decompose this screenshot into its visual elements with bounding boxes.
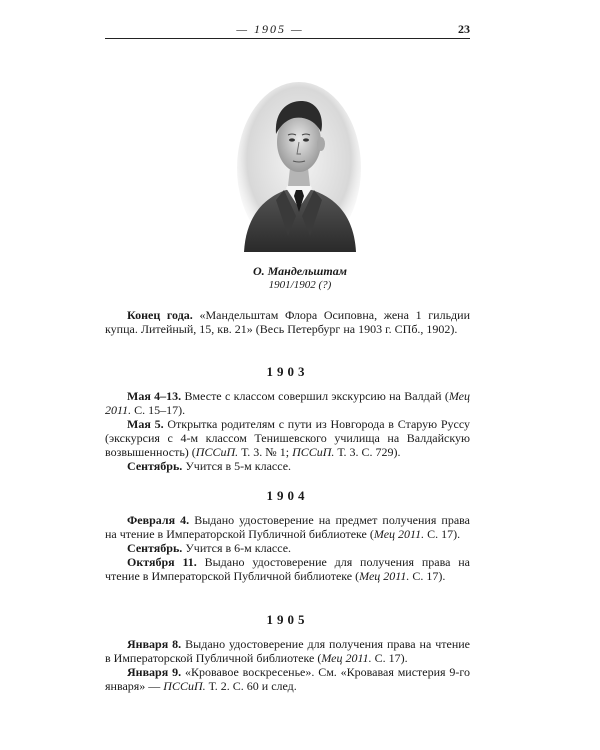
entry — [105, 637, 470, 665]
entry-text: Открытка родителям с пути из Новгорода в Старую Руссу (экскурсия с 4-м классом Тенишевского училища на Валдайскую возвышенность) ( — [105, 417, 470, 459]
entry-label: Февраля 4. — [127, 513, 190, 527]
entry-source: Мец 2011. — [373, 527, 425, 541]
entry-source: ПССиП. — [292, 445, 335, 459]
portrait-photo — [236, 76, 362, 252]
entry-text: Выдано удостоверение для получения права на чтение в Императорской Публичной библиотеке ( — [105, 555, 470, 583]
entry-text: Выдано удостоверение на предмет получения права на чтение в Императорской Публичной библиотеке ( — [105, 513, 470, 541]
entry-text: Учится в 5-м классе. — [185, 459, 292, 473]
entry-text: Учится в 6-м классе. — [185, 541, 292, 555]
entry-tail: С. 17). — [409, 569, 446, 583]
year-heading-1905: 1905 — [266, 612, 309, 627]
entry-label: Сентябрь. — [127, 541, 183, 555]
entry-tail: С. 15–17). — [131, 403, 186, 417]
page-number: 23 — [458, 22, 470, 36]
entry-label: Мая 4–13. — [127, 389, 182, 403]
entry-text: «Кровавое воскресенье». См. «Кровавая мистерия 9-го января» — — [105, 665, 471, 693]
figure-caption-name: О. Мандельштам — [252, 264, 347, 278]
section-1904 — [105, 513, 470, 583]
figure-caption-date: 1901/1902 (?) — [268, 279, 332, 291]
entry-end-of-year — [105, 308, 470, 336]
entry-label: Января 8. — [127, 637, 182, 651]
entry-label: Января 9. — [127, 665, 182, 679]
entry — [105, 459, 470, 473]
entry-label: Октября 11. — [127, 555, 197, 569]
entry-source: ПССиП. — [195, 445, 239, 459]
entry-label: Сентябрь. — [127, 459, 183, 473]
entry-source: Мец 2011. — [359, 569, 410, 583]
running-header — [105, 22, 470, 38]
section-1905 — [105, 637, 470, 693]
entry — [105, 665, 470, 693]
entry-label: Конец года. — [127, 308, 193, 322]
entry-tail: Т. 3. С. 729). — [334, 445, 401, 459]
running-title: — 1905 — — [236, 22, 304, 36]
year-heading-1903: 1903 — [266, 364, 309, 379]
entry-source: ПССиП. — [163, 679, 206, 693]
entry-tail: С. 17). — [371, 651, 408, 665]
entry-text: Вместе с классом совершил экскурсию на Валдай ( — [184, 389, 449, 403]
entry — [105, 555, 470, 583]
year-heading-1904: 1904 — [266, 488, 309, 503]
entry-label: Мая 5. — [127, 417, 164, 431]
entry-tail: Т. 2. С. 60 и след. — [205, 679, 297, 693]
entry-source: Мец 2011. — [105, 389, 470, 417]
entry-tail: Т. 3. № 1; — [238, 445, 293, 459]
section-1903 — [105, 389, 470, 473]
entry — [105, 513, 470, 541]
entry — [105, 417, 470, 459]
entry-tail: С. 17). — [424, 527, 461, 541]
entry-text: «Мандельштам Флора Осиповна, жена 1 гильдии купца. Литейный, 15, кв. 21» (Весь Петербург на 1903 г. СПб., 1902). — [105, 308, 470, 336]
entry-source: Мец 2011. — [321, 651, 372, 665]
entry — [105, 541, 470, 555]
header-rule — [105, 38, 470, 39]
entry — [105, 389, 470, 417]
entry-text: Выдано удостоверение для получения права на чтение в Императорской Публичной библиотеке ( — [105, 637, 471, 665]
